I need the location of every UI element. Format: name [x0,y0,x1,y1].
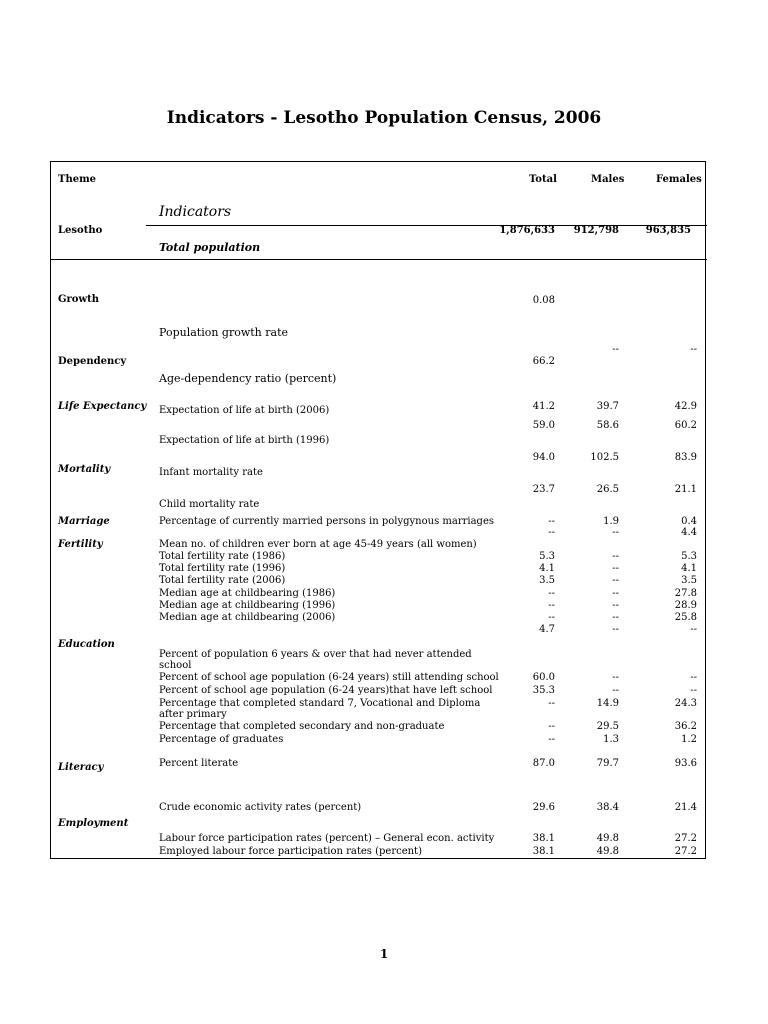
value-females: 0.4 [681,516,697,527]
value-males: 102.5 [590,452,619,463]
value-females: 36.2 [674,721,697,732]
value-total: 66.2 [532,356,555,367]
value-males: 79.7 [596,758,619,769]
theme-fertility: Fertility [58,539,103,550]
value-males: 49.8 [596,846,619,857]
value-females: -- [690,344,697,355]
value-females: 27.2 [674,833,697,844]
value-total: 3.5 [539,575,555,586]
lesotho-females: 963,835 [645,225,691,236]
indicator-label: Mean no. of children ever born at age 45-49 years (all women) [159,539,477,550]
indicator-label: Age-dependency ratio (percent) [159,372,337,385]
theme-education: Education [58,639,115,650]
value-females: 4.1 [681,563,697,574]
value-males: -- [612,527,619,538]
indicator-label: Percent of population 6 years & over that had never attended [159,649,472,660]
value-females: -- [690,685,697,696]
total-population-label: Total population [159,241,261,254]
theme-employment: Employment [58,818,129,829]
value-females: -- [690,672,697,683]
indicator-label: Population growth rate [159,326,289,339]
indicator-label: Median age at childbearing (2006) [159,612,336,623]
value-males: 49.8 [596,833,619,844]
indicator-label: Median age at childbearing (1986) [159,588,336,599]
value-males: -- [612,588,619,599]
value-total: 4.1 [539,563,555,574]
value-total: 87.0 [532,758,555,769]
theme-mortality: Mortality [58,464,111,475]
value-total: 38.1 [532,846,555,857]
indicator-label: Child mortality rate [159,499,260,510]
indicator-label: Total fertility rate (1996) [159,563,286,574]
value-males: 1.9 [603,516,619,527]
value-total: 94.0 [532,452,555,463]
indicator-label: Percentage that completed secondary and non-graduate [159,721,445,732]
value-females: -- [690,624,697,635]
header-females: Females [656,174,702,185]
value-males: -- [612,551,619,562]
value-males: -- [612,624,619,635]
value-total: 4.7 [539,624,555,635]
indicator-label: Expectation of life at birth (1996) [159,435,330,446]
value-total: -- [548,612,555,623]
indicator-label: Percent literate [159,758,239,769]
header-divider [146,225,707,226]
value-females: 1.2 [681,734,697,745]
value-females: 5.3 [681,551,697,562]
indicator-label: Percent of school age population (6-24 years) still attending school [159,672,499,683]
value-total: 59.0 [532,420,555,431]
value-males: 1.3 [603,734,619,745]
value-total: 41.2 [532,401,555,412]
header-males: Males [591,174,625,185]
value-males: -- [612,685,619,696]
value-females: 60.2 [674,420,697,431]
value-total: -- [548,734,555,745]
value-females: 42.9 [674,401,697,412]
value-females: 28.9 [674,600,697,611]
value-total: 5.3 [539,551,555,562]
value-males: 29.5 [596,721,619,732]
value-males: 39.7 [596,401,619,412]
indicator-label: Employed labour force participation rates (percent) [159,846,422,857]
value-total: -- [548,527,555,538]
indicator-label: Total fertility rate (1986) [159,551,286,562]
value-total: 35.3 [532,685,555,696]
indicator-label: Expectation of life at birth (2006) [159,405,330,416]
header-total: Total [529,174,557,185]
indicator-label: Labour force participation rates (percent) – General econ. activity [159,833,495,844]
theme-growth: Growth [58,294,99,305]
page-number: 1 [379,947,389,961]
value-total: -- [548,516,555,527]
value-males: 26.5 [596,484,619,495]
indicators-table [50,161,706,859]
value-males: 14.9 [596,698,619,709]
value-males: -- [612,563,619,574]
indicator-label: Percent of school age population (6-24 years)that have left school [159,685,493,696]
header-indicators: Indicators [159,204,232,220]
value-total: -- [548,588,555,599]
indicator-label: Percentage of graduates [159,734,284,745]
header-theme: Theme [58,174,97,185]
theme-literacy: Literacy [58,762,104,773]
value-total: -- [548,600,555,611]
indicator-label: Infant mortality rate [159,467,263,478]
value-total: -- [548,721,555,732]
value-males: -- [612,612,619,623]
value-males: -- [612,600,619,611]
value-females: 27.8 [674,588,697,599]
indicator-label: Crude economic activity rates (percent) [159,802,362,813]
value-males: 38.4 [596,802,619,813]
value-females: 21.1 [674,484,697,495]
value-total: 0.08 [532,295,555,306]
value-total: 38.1 [532,833,555,844]
value-females: 21.4 [674,802,697,813]
document-title: Indicators - Lesotho Population Census, 2006 [166,108,602,128]
value-males: -- [612,575,619,586]
value-females: 3.5 [681,575,697,586]
indicator-label: Total fertility rate (2006) [159,575,286,586]
indicator-label: school [159,660,192,671]
value-females: 25.8 [674,612,697,623]
indicator-label: Percentage that completed standard 7, Vocational and Diploma [159,698,481,709]
lesotho-divider [51,259,707,260]
value-males: -- [612,344,619,355]
theme-marriage: Marriage [58,516,110,527]
value-females: 4.4 [681,527,697,538]
value-total: 23.7 [532,484,555,495]
value-total: 29.6 [532,802,555,813]
value-total: -- [548,698,555,709]
theme-life-expectancy: Life Expectancy [58,401,147,412]
lesotho-total: 1,876,633 [499,225,555,236]
indicator-label: Median age at childbearing (1996) [159,600,336,611]
theme-dependency: Dependency [58,356,127,367]
value-females: 24.3 [674,698,697,709]
value-total: 60.0 [532,672,555,683]
value-females: 83.9 [674,452,697,463]
indicator-label: Percentage of currently married persons in polygynous marriages [159,516,494,527]
value-males: -- [612,672,619,683]
value-males: 58.6 [596,420,619,431]
lesotho-males: 912,798 [573,225,619,236]
lesotho-theme: Lesotho [58,225,103,236]
value-females: 27.2 [674,846,697,857]
value-females: 93.6 [674,758,697,769]
indicator-label: after primary [159,709,227,720]
